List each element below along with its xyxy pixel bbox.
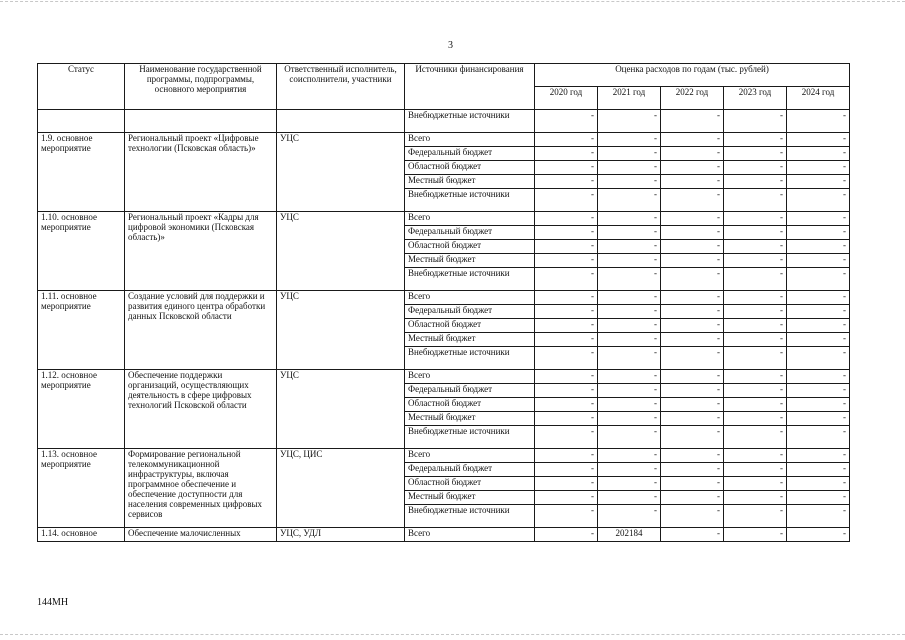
value-cell: - (661, 528, 724, 542)
value-cell: - (598, 189, 661, 212)
table-row (38, 110, 850, 133)
header-year: 2021 год (598, 87, 661, 110)
name-cell: Формирование региональной телекоммуникационной инфраструктуры, включая программное обеспечение и обеспечение доступности для населения современных цифровых сервисов (125, 449, 277, 528)
value-cell: 202184 (598, 528, 661, 542)
value-cell: - (661, 319, 724, 333)
value-cell: - (787, 161, 850, 175)
value-cell: - (535, 189, 598, 212)
name-cell: Создание условий для поддержки и развития единого центра обработки данных Псковской области (125, 291, 277, 370)
name-cell: Региональный проект «Кадры для цифровой экономики (Псковская область)» (125, 212, 277, 291)
value-cell: - (661, 147, 724, 161)
source-cell: Федеральный бюджет (405, 384, 535, 398)
value-cell: - (535, 384, 598, 398)
value-cell: - (724, 305, 787, 319)
value-cell: - (535, 412, 598, 426)
source-cell: Федеральный бюджет (405, 305, 535, 319)
value-cell: - (787, 305, 850, 319)
status-cell: 1.12. основное мероприятие (38, 370, 125, 449)
value-cell: - (724, 333, 787, 347)
source-cell: Федеральный бюджет (405, 226, 535, 240)
value-cell: - (724, 370, 787, 384)
value-cell: - (661, 505, 724, 528)
value-cell: - (535, 291, 598, 305)
value-cell: - (661, 175, 724, 189)
table-row (38, 528, 850, 542)
status-cell: 1.11. основное мероприятие (38, 291, 125, 370)
name-cell: Региональный проект «Цифровые технологии (Псковская область)» (125, 133, 277, 212)
status-cell: 1.9. основное мероприятие (38, 133, 125, 212)
value-cell: - (598, 254, 661, 268)
source-cell: Всего (405, 291, 535, 305)
value-cell: - (535, 449, 598, 463)
header-sources: Источники финансирования (405, 64, 535, 110)
source-cell: Всего (405, 528, 535, 542)
footer-code: 144МН (37, 597, 69, 608)
value-cell: - (661, 426, 724, 449)
value-cell: - (724, 226, 787, 240)
value-cell: - (661, 398, 724, 412)
value-cell: - (787, 528, 850, 542)
table-row (38, 449, 850, 463)
executor-cell: УЦС (277, 291, 405, 370)
value-cell: - (787, 505, 850, 528)
page-number: 3 (448, 40, 453, 51)
value-cell: - (535, 505, 598, 528)
value-cell: - (661, 463, 724, 477)
source-cell: Всего (405, 449, 535, 463)
budget-table (37, 63, 850, 542)
value-cell: - (724, 463, 787, 477)
value-cell: - (598, 240, 661, 254)
value-cell: - (598, 226, 661, 240)
value-cell: - (535, 398, 598, 412)
value-cell: - (787, 268, 850, 291)
value-cell: - (787, 226, 850, 240)
value-cell: - (535, 110, 598, 133)
source-cell: Местный бюджет (405, 175, 535, 189)
value-cell: - (724, 291, 787, 305)
value-cell: - (724, 254, 787, 268)
value-cell: - (535, 268, 598, 291)
value-cell: - (661, 370, 724, 384)
value-cell: - (787, 147, 850, 161)
value-cell: - (724, 319, 787, 333)
table-body (38, 110, 850, 542)
status-cell-empty (38, 110, 125, 133)
scan-edge-top (0, 1, 905, 2)
value-cell: - (787, 254, 850, 268)
executor-cell: УЦС (277, 370, 405, 449)
value-cell: - (724, 240, 787, 254)
value-cell: - (724, 110, 787, 133)
value-cell: - (787, 477, 850, 491)
value-cell: - (787, 240, 850, 254)
value-cell: - (724, 426, 787, 449)
value-cell: - (661, 189, 724, 212)
value-cell: - (724, 175, 787, 189)
scan-edge-bottom (0, 634, 905, 635)
source-cell: Местный бюджет (405, 333, 535, 347)
value-cell: - (661, 268, 724, 291)
value-cell: - (787, 412, 850, 426)
source-cell: Местный бюджет (405, 412, 535, 426)
value-cell: - (724, 347, 787, 370)
value-cell: - (535, 477, 598, 491)
value-cell: - (535, 212, 598, 226)
source-cell: Внебюджетные источники (405, 426, 535, 449)
source-cell: Внебюджетные источники (405, 505, 535, 528)
name-cell-empty (125, 110, 277, 133)
value-cell: - (598, 268, 661, 291)
source-cell: Областной бюджет (405, 477, 535, 491)
value-cell: - (787, 212, 850, 226)
value-cell: - (598, 449, 661, 463)
value-cell: - (598, 491, 661, 505)
value-cell: - (787, 110, 850, 133)
value-cell: - (661, 254, 724, 268)
source-cell: Областной бюджет (405, 240, 535, 254)
value-cell: - (661, 491, 724, 505)
executor-cell: УЦС, ЦИС (277, 449, 405, 528)
value-cell: - (724, 491, 787, 505)
header-executor: Ответственный исполнитель, соисполнители, участники (277, 64, 405, 110)
value-cell: - (724, 449, 787, 463)
table-row (38, 370, 850, 384)
value-cell: - (598, 505, 661, 528)
value-cell: - (787, 175, 850, 189)
value-cell: - (724, 398, 787, 412)
value-cell: - (661, 305, 724, 319)
value-cell: - (724, 161, 787, 175)
value-cell: - (598, 212, 661, 226)
value-cell: - (724, 505, 787, 528)
value-cell: - (535, 240, 598, 254)
value-cell: - (661, 384, 724, 398)
value-cell: - (661, 226, 724, 240)
source-cell: Всего (405, 133, 535, 147)
value-cell: - (535, 133, 598, 147)
value-cell: - (535, 319, 598, 333)
value-cell: - (787, 370, 850, 384)
source-cell: Местный бюджет (405, 491, 535, 505)
executor-cell: УЦС, УДЛ (277, 528, 405, 542)
value-cell: - (787, 333, 850, 347)
header-year: 2020 год (535, 87, 598, 110)
header-year: 2023 год (724, 87, 787, 110)
value-cell: - (661, 133, 724, 147)
value-cell: - (598, 347, 661, 370)
value-cell: - (661, 412, 724, 426)
header-name: Наименование государственной программы, подпрограммы, основного мероприятия (125, 64, 277, 110)
value-cell: - (598, 398, 661, 412)
value-cell: - (535, 370, 598, 384)
table-row (38, 133, 850, 147)
value-cell: - (724, 133, 787, 147)
value-cell: - (598, 333, 661, 347)
value-cell: - (598, 147, 661, 161)
value-cell: - (724, 268, 787, 291)
value-cell: - (724, 528, 787, 542)
value-cell: - (724, 384, 787, 398)
value-cell: - (598, 463, 661, 477)
header-estimate: Оценка расходов по годам (тыс. рублей) (535, 64, 850, 87)
value-cell: - (787, 291, 850, 305)
value-cell: - (535, 175, 598, 189)
value-cell: - (787, 491, 850, 505)
header-year: 2024 год (787, 87, 850, 110)
value-cell: - (661, 477, 724, 491)
value-cell: - (598, 412, 661, 426)
source-cell: Федеральный бюджет (405, 463, 535, 477)
source-cell: Внебюджетные источники (405, 268, 535, 291)
value-cell: - (661, 347, 724, 370)
value-cell: - (787, 189, 850, 212)
value-cell: - (787, 426, 850, 449)
value-cell: - (535, 161, 598, 175)
value-cell: - (598, 319, 661, 333)
status-cell: 1.13. основное мероприятие (38, 449, 125, 528)
value-cell: - (598, 161, 661, 175)
value-cell: - (535, 491, 598, 505)
name-cell: Обеспечение поддержки организаций, осуществляющих деятельность в сфере цифровых технологий Псковской области (125, 370, 277, 449)
header-status: Статус (38, 64, 125, 110)
source-cell: Внебюджетные источники (405, 189, 535, 212)
executor-cell: УЦС (277, 212, 405, 291)
value-cell: - (724, 212, 787, 226)
value-cell: - (598, 477, 661, 491)
value-cell: - (535, 226, 598, 240)
value-cell: - (535, 347, 598, 370)
value-cell: - (598, 291, 661, 305)
value-cell: - (535, 305, 598, 319)
value-cell: - (724, 412, 787, 426)
value-cell: - (787, 463, 850, 477)
table-row (38, 212, 850, 226)
value-cell: - (724, 147, 787, 161)
value-cell: - (598, 426, 661, 449)
value-cell: - (535, 463, 598, 477)
executor-cell-empty (277, 110, 405, 133)
value-cell: - (661, 449, 724, 463)
value-cell: - (787, 347, 850, 370)
source-cell: Местный бюджет (405, 254, 535, 268)
value-cell: - (787, 133, 850, 147)
value-cell: - (724, 477, 787, 491)
value-cell: - (661, 110, 724, 133)
source-cell: Федеральный бюджет (405, 147, 535, 161)
header-year: 2022 год (661, 87, 724, 110)
table-row (38, 291, 850, 305)
name-cell: Обеспечение малочисленных (125, 528, 277, 542)
source-cell: Областной бюджет (405, 161, 535, 175)
executor-cell: УЦС (277, 133, 405, 212)
value-cell: - (535, 333, 598, 347)
value-cell: - (724, 189, 787, 212)
source-cell: Областной бюджет (405, 319, 535, 333)
source-cell: Всего (405, 212, 535, 226)
status-cell: 1.14. основное (38, 528, 125, 542)
value-cell: - (535, 147, 598, 161)
value-cell: - (598, 133, 661, 147)
value-cell: - (661, 240, 724, 254)
value-cell: - (598, 305, 661, 319)
value-cell: - (598, 384, 661, 398)
value-cell: - (661, 161, 724, 175)
value-cell: - (661, 212, 724, 226)
source-cell: Внебюджетные источники (405, 110, 535, 133)
value-cell: - (787, 384, 850, 398)
value-cell: - (787, 319, 850, 333)
value-cell: - (535, 254, 598, 268)
value-cell: - (598, 370, 661, 384)
value-cell: - (661, 291, 724, 305)
source-cell: Областной бюджет (405, 398, 535, 412)
value-cell: - (535, 528, 598, 542)
value-cell: - (661, 333, 724, 347)
status-cell: 1.10. основное мероприятие (38, 212, 125, 291)
source-cell: Всего (405, 370, 535, 384)
value-cell: - (598, 110, 661, 133)
value-cell: - (787, 398, 850, 412)
value-cell: - (598, 175, 661, 189)
value-cell: - (787, 449, 850, 463)
value-cell: - (535, 426, 598, 449)
source-cell: Внебюджетные источники (405, 347, 535, 370)
